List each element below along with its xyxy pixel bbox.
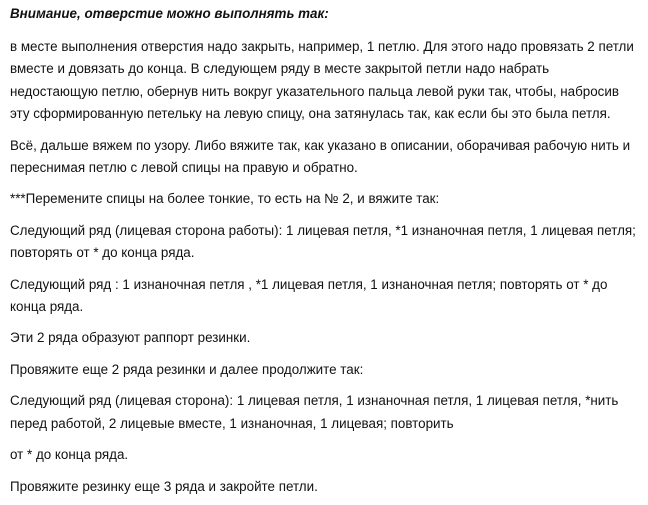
paragraph-change-needles: ***Перемените спицы на более тонкие, то есть на № 2, и вяжите так: bbox=[10, 191, 440, 207]
paragraph-repeat-to-end: от * до конца ряда. bbox=[10, 447, 129, 463]
paragraph-row-2: Следующий ряд : 1 изнаночная петля , *1 лицевая петля, 1 изнаночная петля; повторять от * до конца ряда. bbox=[10, 276, 608, 315]
paragraph-hole-instructions: в месте выполнения отверстия надо закрыть, например, 1 петлю. Для этого надо провязать 2 петли вместе и довязать до конца. В следующем ряду в месте закрытой петли надо набрать недостающую петлю, обернув нить вокруг указательного пальца левой руки так, чтобы, набросив эту сформированную петельку на левую спицу, она затянулась так, как если бы это была петля. bbox=[10, 39, 634, 122]
paragraph-knit-more-rows: Провяжите еще 2 ряда резинки и далее продолжите так: bbox=[10, 361, 364, 377]
paragraph-row-3: Следующий ряд (лицевая сторона): 1 лицевая петля, 1 изнаночная петля, 1 лицевая петля, *нить перед работой, 2 лицевые вместе, 1 изнаночная, 1 лицевая; повторить bbox=[10, 393, 619, 431]
heading: Внимание, отверстие можно выполнять так: bbox=[10, 6, 329, 21]
paragraph-row-1: Следующий ряд (лицевая сторона работы): 1 лицевая петля, *1 изнаночная петля, 1 лицевая петля; повторять от * до конца ряда. bbox=[10, 222, 636, 261]
paragraph-bind-off: Провяжите резинку еще 3 ряда и закройте петли. bbox=[10, 478, 318, 494]
paragraph-rib-repeat: Эти 2 ряда образуют раппорт резинки. bbox=[10, 330, 251, 346]
paragraph-pattern-continue: Всё, дальше вяжем по узору. Либо вяжите так, как указано в описании, оборачивая рабочую нить и переснимая петлю с левой спицы на правую и обратно. bbox=[10, 137, 631, 176]
